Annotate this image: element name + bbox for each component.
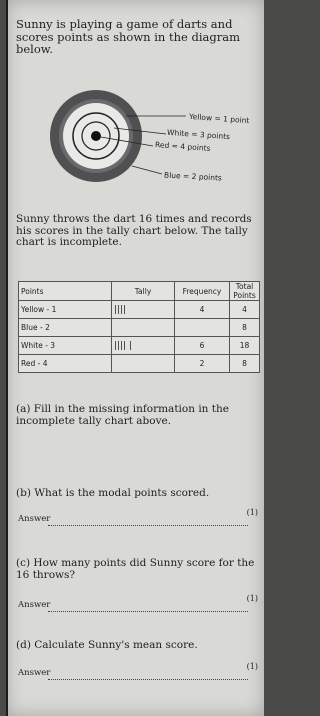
points-cell: Red - 4 [19, 355, 112, 373]
dartboard-diagram [6, 0, 264, 210]
table-row [19, 355, 260, 373]
answer-d-dots [48, 679, 248, 680]
intro-text: Sunny is playing a game of darts and scores points as shown in the diagram below. [16, 17, 240, 56]
points-cell: Yellow - 1 [19, 301, 112, 319]
answer-b-dots [48, 525, 248, 526]
pointer-blue [132, 166, 162, 174]
question-d-label: (d) [16, 639, 31, 651]
frequency-cell: 6 [175, 337, 230, 355]
question-a [16, 404, 256, 427]
tally-chart [18, 281, 260, 373]
mark-b: (1) [246, 508, 258, 517]
header-tally: Tally [112, 282, 175, 301]
answer-line-b[interactable] [18, 508, 258, 528]
red-label: Red = 4 points [154, 140, 211, 153]
frequency-cell: 4 [175, 301, 230, 319]
header-total-points: Total Points [230, 282, 260, 301]
total-cell: 4 [230, 301, 260, 319]
answer-d-label: Answer [18, 668, 51, 678]
total-cell: 18 [230, 337, 260, 355]
tally-cell: |||| | [112, 337, 175, 355]
answer-b-label: Answer [18, 514, 51, 524]
table-row [19, 319, 260, 337]
points-cell: White - 3 [19, 337, 112, 355]
question-c-label: (c) [16, 557, 31, 569]
tally-cell [112, 319, 175, 337]
question-d-text: Calculate Sunny's mean score. [34, 639, 198, 651]
answer-c-dots [48, 611, 248, 612]
answer-line-d[interactable] [18, 662, 258, 682]
question-b-label: (b) [16, 487, 31, 499]
total-cell: 8 [230, 355, 260, 373]
answer-c-label: Answer [18, 600, 51, 610]
header-frequency: Frequency [175, 282, 230, 301]
points-cell: Blue - 2 [19, 319, 112, 337]
mark-d: (1) [246, 662, 258, 671]
yellow-label: Yellow = 1 point [188, 111, 250, 126]
table-row [19, 301, 260, 319]
bullseye [91, 131, 101, 141]
question-b-text: What is the modal points scored. [34, 487, 210, 499]
tally-cell [112, 355, 175, 373]
blue-label: Blue = 2 points [163, 170, 223, 183]
question-a-text: Fill in the missing information in the incomplete tally chart above. [16, 403, 229, 427]
question-c [16, 558, 256, 581]
frequency-cell: 2 [175, 355, 230, 373]
answer-line-c[interactable] [18, 594, 258, 614]
frequency-cell [175, 319, 230, 337]
question-d [16, 640, 256, 652]
tally-header-row [19, 282, 260, 301]
question-a-label: (a) [16, 403, 31, 415]
table-row [19, 337, 260, 355]
white-label: White = 3 points [166, 127, 231, 142]
worksheet-page [6, 0, 264, 716]
question-b [16, 488, 256, 500]
header-points: Points [19, 282, 112, 301]
total-cell: 8 [230, 319, 260, 337]
mark-c: (1) [246, 594, 258, 603]
question-c-text: How many points did Sunny score for the 16 throws? [16, 557, 255, 581]
description-text: Sunny throws the dart 16 times and records his scores in the tally chart below. The tally chart is incomplete. [16, 213, 252, 248]
tally-cell: |||| [112, 301, 175, 319]
